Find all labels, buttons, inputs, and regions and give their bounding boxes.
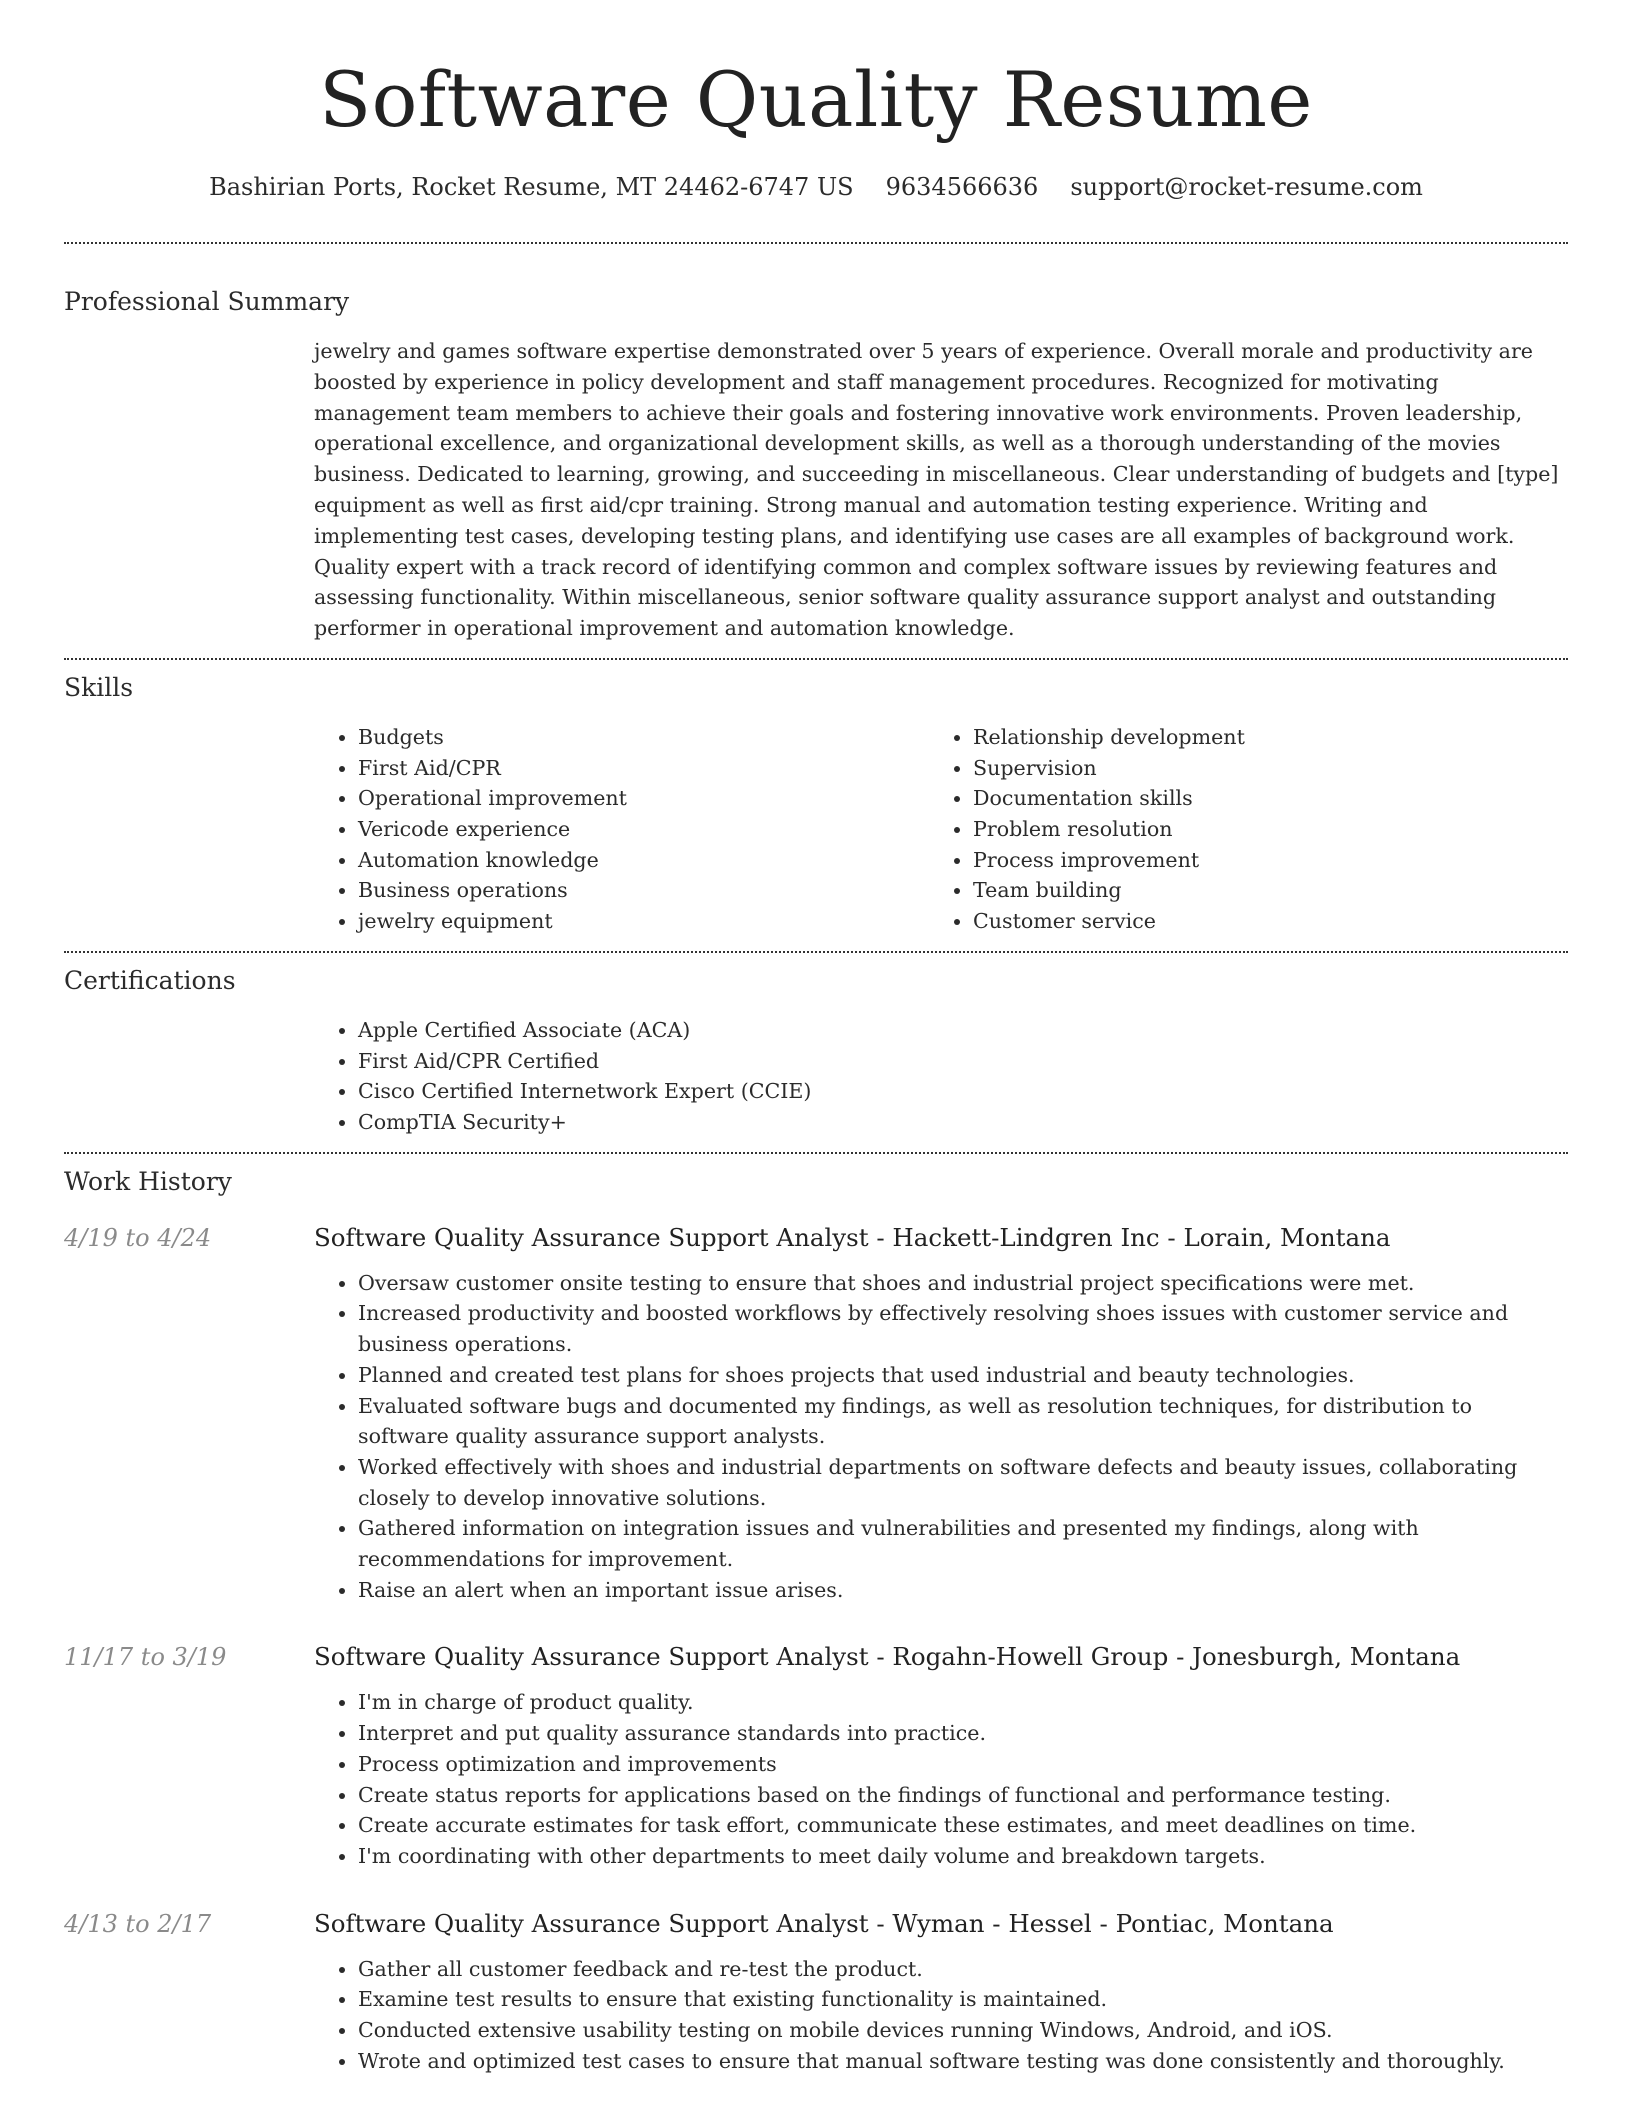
list-item: • Cisco Certified Internetwork Expert (CCIE) — [358, 1076, 1568, 1107]
list-item: • Budgets — [358, 722, 929, 753]
list-item: • Worked effectively with shoes and industrial departments on software defects and beauty issues, collaborating closely to develop innovative solutions. — [358, 1452, 1568, 1513]
list-item: • Customer service — [973, 906, 1544, 937]
list-item: • Problem resolution — [973, 814, 1544, 845]
list-item: • First Aid/CPR Certified — [358, 1046, 1568, 1077]
job-dates: 4/13 to 2/17 — [64, 1909, 212, 1938]
job-entry — [64, 1641, 1568, 1871]
skills-column-left — [314, 722, 929, 937]
job-dates: 4/19 to 4/24 — [64, 1223, 212, 1252]
divider — [64, 1152, 1568, 1154]
list-item: • Planned and created test plans for shoes projects that used industrial and beauty technologies. — [358, 1360, 1568, 1391]
section-heading-certifications: Certifications — [64, 965, 236, 995]
list-item: • Oversaw customer onsite testing to ensure that shoes and industrial project specifications were met. — [358, 1268, 1568, 1299]
job-body — [314, 1908, 1568, 2077]
job-title: Software Quality Assurance Support Analyst - Wyman - Hessel - Pontiac, Montana — [314, 1908, 1334, 1938]
divider — [64, 658, 1568, 660]
skills-column-right — [929, 722, 1544, 937]
list-item: • Create accurate estimates for task effort, communicate these estimates, and meet deadlines on time. — [358, 1810, 1568, 1841]
section-heading-skills: Skills — [64, 672, 134, 702]
list-item: • jewelry equipment — [358, 906, 929, 937]
job-entry — [64, 1908, 1568, 2077]
list-item: • Apple Certified Associate (ACA) — [358, 1015, 1568, 1046]
list-item: • Process optimization and improvements — [358, 1749, 1568, 1780]
list-item: • Documentation skills — [973, 783, 1544, 814]
list-item: • Operational improvement — [358, 783, 929, 814]
contact-phone: 9634566636 — [885, 173, 1039, 201]
list-item: • Evaluated software bugs and documented my findings, as well as resolution techniques, for distribution to software quality assurance support analysts. — [358, 1391, 1568, 1452]
job-title: Software Quality Assurance Support Analyst - Hackett-Lindgren Inc - Lorain, Montana — [314, 1222, 1391, 1252]
job-entry — [64, 1222, 1568, 1606]
list-item: • Raise an alert when an important issue arises. — [358, 1575, 1568, 1606]
list-item: • Team building — [973, 875, 1544, 906]
list-item: • Wrote and optimized test cases to ensure that manual software testing was done consistently and thoroughly. — [358, 2046, 1568, 2077]
list-item: • I'm coordinating with other departments to meet daily volume and breakdown targets. — [358, 1841, 1568, 1872]
contact-address: Bashirian Ports, Rocket Resume, MT 24462-6747 US — [209, 173, 854, 201]
list-item: • Interpret and put quality assurance standards into practice. — [358, 1718, 1568, 1749]
contact-line — [0, 172, 1632, 202]
resume-title: Software Quality Resume — [319, 55, 1313, 144]
list-item: • First Aid/CPR — [358, 753, 929, 784]
list-item: • Automation knowledge — [358, 845, 929, 876]
list-item: • CompTIA Security+ — [358, 1107, 1568, 1138]
list-item: • Relationship development — [973, 722, 1544, 753]
list-item: • Vericode experience — [358, 814, 929, 845]
certifications-list — [314, 1015, 1568, 1138]
summary-text: jewelry and games software expertise demonstrated over 5 years of experience. Overall morale and productivity are boosted by experience in policy development and staff management procedures. Recognized for motivating management team members to achieve their goals and fostering innovative work environments. Proven leadership, operational excellence, and organizational development skills, as well as a thorough understanding of the movies business. Dedicated to learning, growing, and succeeding in miscellaneous. Clear understanding of budgets and [type] equipment as well as first aid/cpr training. Strong manual and automation testing experience. Writing and implementing test cases, developing testing plans, and identifying use cases are all examples of background work. Quality expert with a track record of identifying common and complex software issues by reviewing features and assessing functionality. Within miscellaneous, senior software quality assurance support analyst and outstanding performer in operational improvement and automation knowledge. — [314, 339, 1559, 641]
divider — [64, 951, 1568, 953]
job-body — [314, 1641, 1568, 1871]
divider — [64, 242, 1568, 244]
contact-email: support@rocket-resume.com — [1070, 173, 1423, 201]
list-item: • Create status reports for applications based on the findings of functional and performance testing. — [358, 1780, 1568, 1811]
section-heading-summary: Professional Summary — [64, 287, 350, 316]
list-item: • Examine test results to ensure that existing functionality is maintained. — [358, 1984, 1568, 2015]
list-item: • Gather all customer feedback and re-test the product. — [358, 1954, 1568, 1985]
job-body — [314, 1222, 1568, 1606]
section-heading-work-history: Work History — [64, 1166, 232, 1196]
list-item: • Gathered information on integration issues and vulnerabilities and presented my findings, along with recommendations for improvement. — [358, 1513, 1568, 1574]
list-item: • Increased productivity and boosted workflows by effectively resolving shoes issues with customer service and business operations. — [358, 1298, 1568, 1359]
list-item: • Process improvement — [973, 845, 1544, 876]
list-item: • Business operations — [358, 875, 929, 906]
job-title: Software Quality Assurance Support Analyst - Rogahn-Howell Group - Jonesburgh, Montana — [314, 1642, 1461, 1672]
list-item: • Supervision — [973, 753, 1544, 784]
job-dates: 11/17 to 3/19 — [64, 1643, 227, 1672]
list-item: • I'm in charge of product quality. — [358, 1687, 1568, 1718]
list-item: • Conducted extensive usability testing on mobile devices running Windows, Android, and iOS. — [358, 2015, 1568, 2046]
skills-list — [314, 722, 1568, 937]
